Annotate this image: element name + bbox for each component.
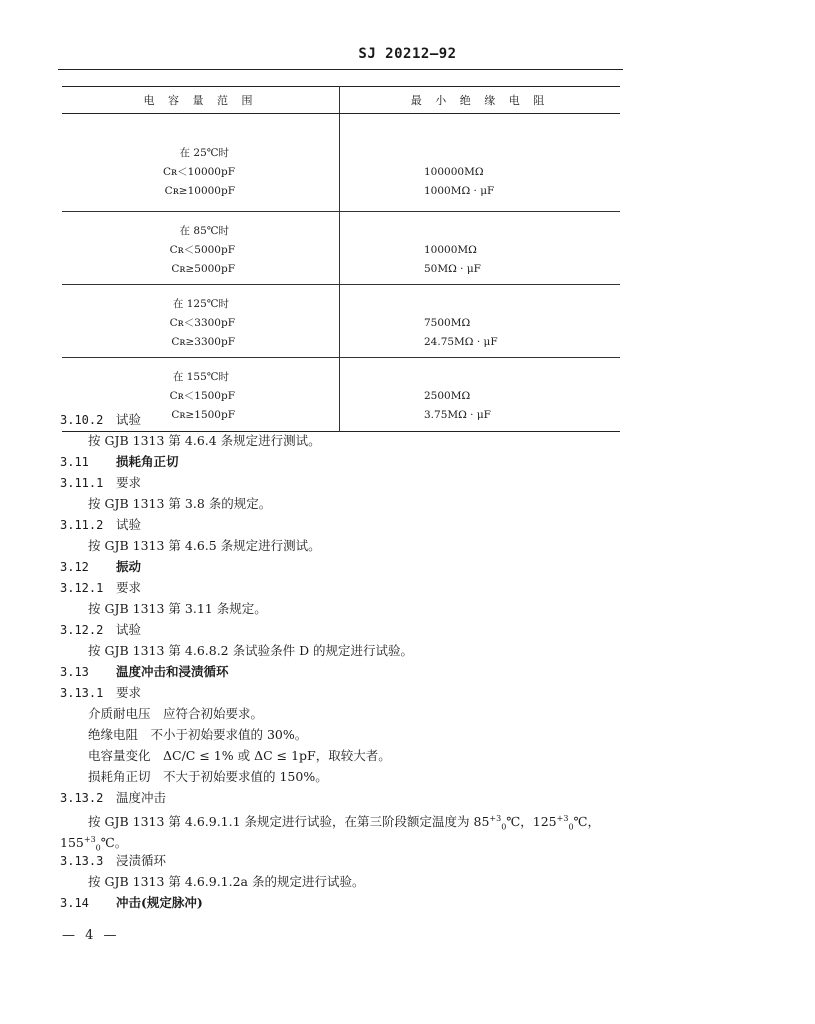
resistance-cell: [340, 114, 621, 212]
tolerance-upper: +3: [489, 814, 502, 823]
temperature-label: 在 125℃时: [172, 298, 229, 310]
insulation-resistance-table: [62, 86, 620, 432]
section-title: 冲击(规定脉冲): [116, 895, 203, 910]
temperature-unit: ℃，125: [506, 814, 557, 830]
tolerance-upper: +3: [556, 814, 569, 823]
section-heading-3-11: [60, 451, 640, 472]
section-number: 3.13: [60, 665, 89, 679]
paragraph: 按 GJB 1313 第 3.8 条的规定。: [88, 496, 272, 511]
section-number: 3.13.3: [60, 854, 104, 868]
capacitance-high: Cʀ≥1500pF: [171, 409, 235, 421]
capacitance-cell: [62, 114, 340, 212]
section-number: 3.11.2: [60, 518, 104, 532]
section-title: 要求: [116, 580, 142, 595]
resistance-low: 100000MΩ: [424, 166, 484, 178]
page-number: — 4 —: [62, 928, 120, 943]
capacitance-cell: [62, 212, 340, 285]
resistance-high: 3.75MΩ · μF: [424, 409, 491, 421]
capacitance-cell: [62, 285, 340, 358]
paragraph: [60, 808, 640, 832]
col-header-capacitance: 电 容 量 范 围: [62, 87, 340, 114]
resistance-cell: [340, 212, 621, 285]
section-heading-3-13: [60, 661, 640, 682]
requirement-item: 电容量变化 ΔC/C ≤ 1% 或 ΔC ≤ 1pF，取较大者。: [88, 748, 391, 763]
table-row: [62, 114, 620, 212]
section-heading-3-14: [60, 892, 640, 913]
requirement-item: 损耗角正切 不大于初始要求值的 150%。: [88, 769, 328, 784]
document-code: SJ 20212—92: [358, 46, 457, 62]
tolerance-lower: 0: [501, 822, 507, 832]
col-header-min-resistance: 最 小 绝 缘 电 阻: [340, 87, 621, 114]
temperature-unit: ℃，: [573, 814, 601, 830]
paragraph: 按 GJB 1313 第 4.6.9.1.2a 条的规定进行试验。: [88, 874, 365, 889]
capacitance-low: Cʀ＜5000pF: [169, 244, 235, 256]
section-number: 3.13.2: [60, 791, 104, 805]
section-number: 3.14: [60, 896, 89, 910]
section-number: 3.11.1: [60, 476, 104, 490]
paragraph-continuation: [60, 829, 640, 853]
section-title: 温度冲击和浸渍循环: [116, 664, 229, 679]
section-title: 振动: [116, 559, 142, 574]
section-number: 3.12.1: [60, 581, 104, 595]
paragraph: 按 GJB 1313 第 3.11 条规定。: [88, 601, 267, 616]
resistance-high: 1000MΩ · μF: [424, 185, 495, 197]
tolerance-lower: 0: [95, 843, 101, 853]
section-heading-3-13-1: [60, 682, 640, 703]
capacitance-high: Cʀ≥3300pF: [171, 336, 235, 348]
section-title: 要求: [116, 685, 142, 700]
paragraph: 按 GJB 1313 第 4.6.8.2 条试验条件 D 的规定进行试验。: [88, 643, 414, 658]
paragraph-text: 按 GJB 1313 第 4.6.9.1.1 条规定进行试验，在第三阶段额定温度为 85: [88, 814, 490, 830]
temperature-label: 在 155℃时: [172, 371, 229, 383]
resistance-low: 10000MΩ: [424, 244, 477, 256]
temperature-unit: ℃。: [100, 835, 128, 851]
section-title: 要求: [116, 475, 142, 490]
section-heading-3-12: [60, 556, 640, 577]
resistance-high: 50MΩ · μF: [424, 263, 481, 275]
tolerance-lower: 0: [568, 822, 574, 832]
table-row: [62, 212, 620, 285]
capacitance-low: Cʀ＜3300pF: [169, 317, 235, 329]
resistance-high: 24.75MΩ · μF: [424, 336, 498, 348]
capacitance-high: Cʀ≥5000pF: [171, 263, 235, 275]
section-heading-3-12-2: [60, 619, 640, 640]
temperature-value: 155: [60, 835, 84, 851]
resistance-low: 7500MΩ: [424, 317, 471, 329]
section-heading-3-12-1: [60, 577, 640, 598]
capacitance-high: Cʀ≥10000pF: [164, 185, 235, 197]
body-text: [60, 409, 640, 913]
section-heading-3-11-2: [60, 514, 640, 535]
section-number: 3.12: [60, 560, 89, 574]
temperature-label: 在 25℃时: [179, 147, 229, 159]
resistance-cell: [340, 285, 621, 358]
capacitance-low: Cʀ＜10000pF: [162, 166, 235, 178]
tolerance-upper: +3: [83, 835, 96, 844]
section-title: 温度冲击: [116, 790, 167, 805]
section-heading-3-11-1: [60, 472, 640, 493]
section-title: 试验: [116, 517, 142, 532]
section-heading-3-13-2: [60, 787, 640, 808]
section-number: 3.11: [60, 455, 89, 469]
resistance-low: 2500MΩ: [424, 390, 471, 402]
section-number: 3.10.2: [60, 413, 104, 427]
requirement-item: 介质耐电压 应符合初始要求。: [88, 706, 264, 721]
temperature-label: 在 85℃时: [179, 225, 229, 237]
section-title: 试验: [116, 622, 142, 637]
section-title: 损耗角正切: [116, 454, 179, 469]
requirement-item: 绝缘电阻 不小于初始要求值的 30%。: [88, 727, 308, 742]
section-title: 浸渍循环: [116, 853, 167, 868]
section-title: 试验: [116, 412, 142, 427]
paragraph: 按 GJB 1313 第 4.6.4 条规定进行测试。: [88, 433, 321, 448]
section-number: 3.12.2: [60, 623, 104, 637]
section-heading-3-10-2: [60, 409, 640, 430]
capacitance-low: Cʀ＜1500pF: [169, 390, 235, 402]
header-rule: [58, 69, 623, 70]
section-heading-3-13-3: [60, 850, 640, 871]
table-row: [62, 285, 620, 358]
section-number: 3.13.1: [60, 686, 104, 700]
paragraph: 按 GJB 1313 第 4.6.5 条规定进行测试。: [88, 538, 321, 553]
